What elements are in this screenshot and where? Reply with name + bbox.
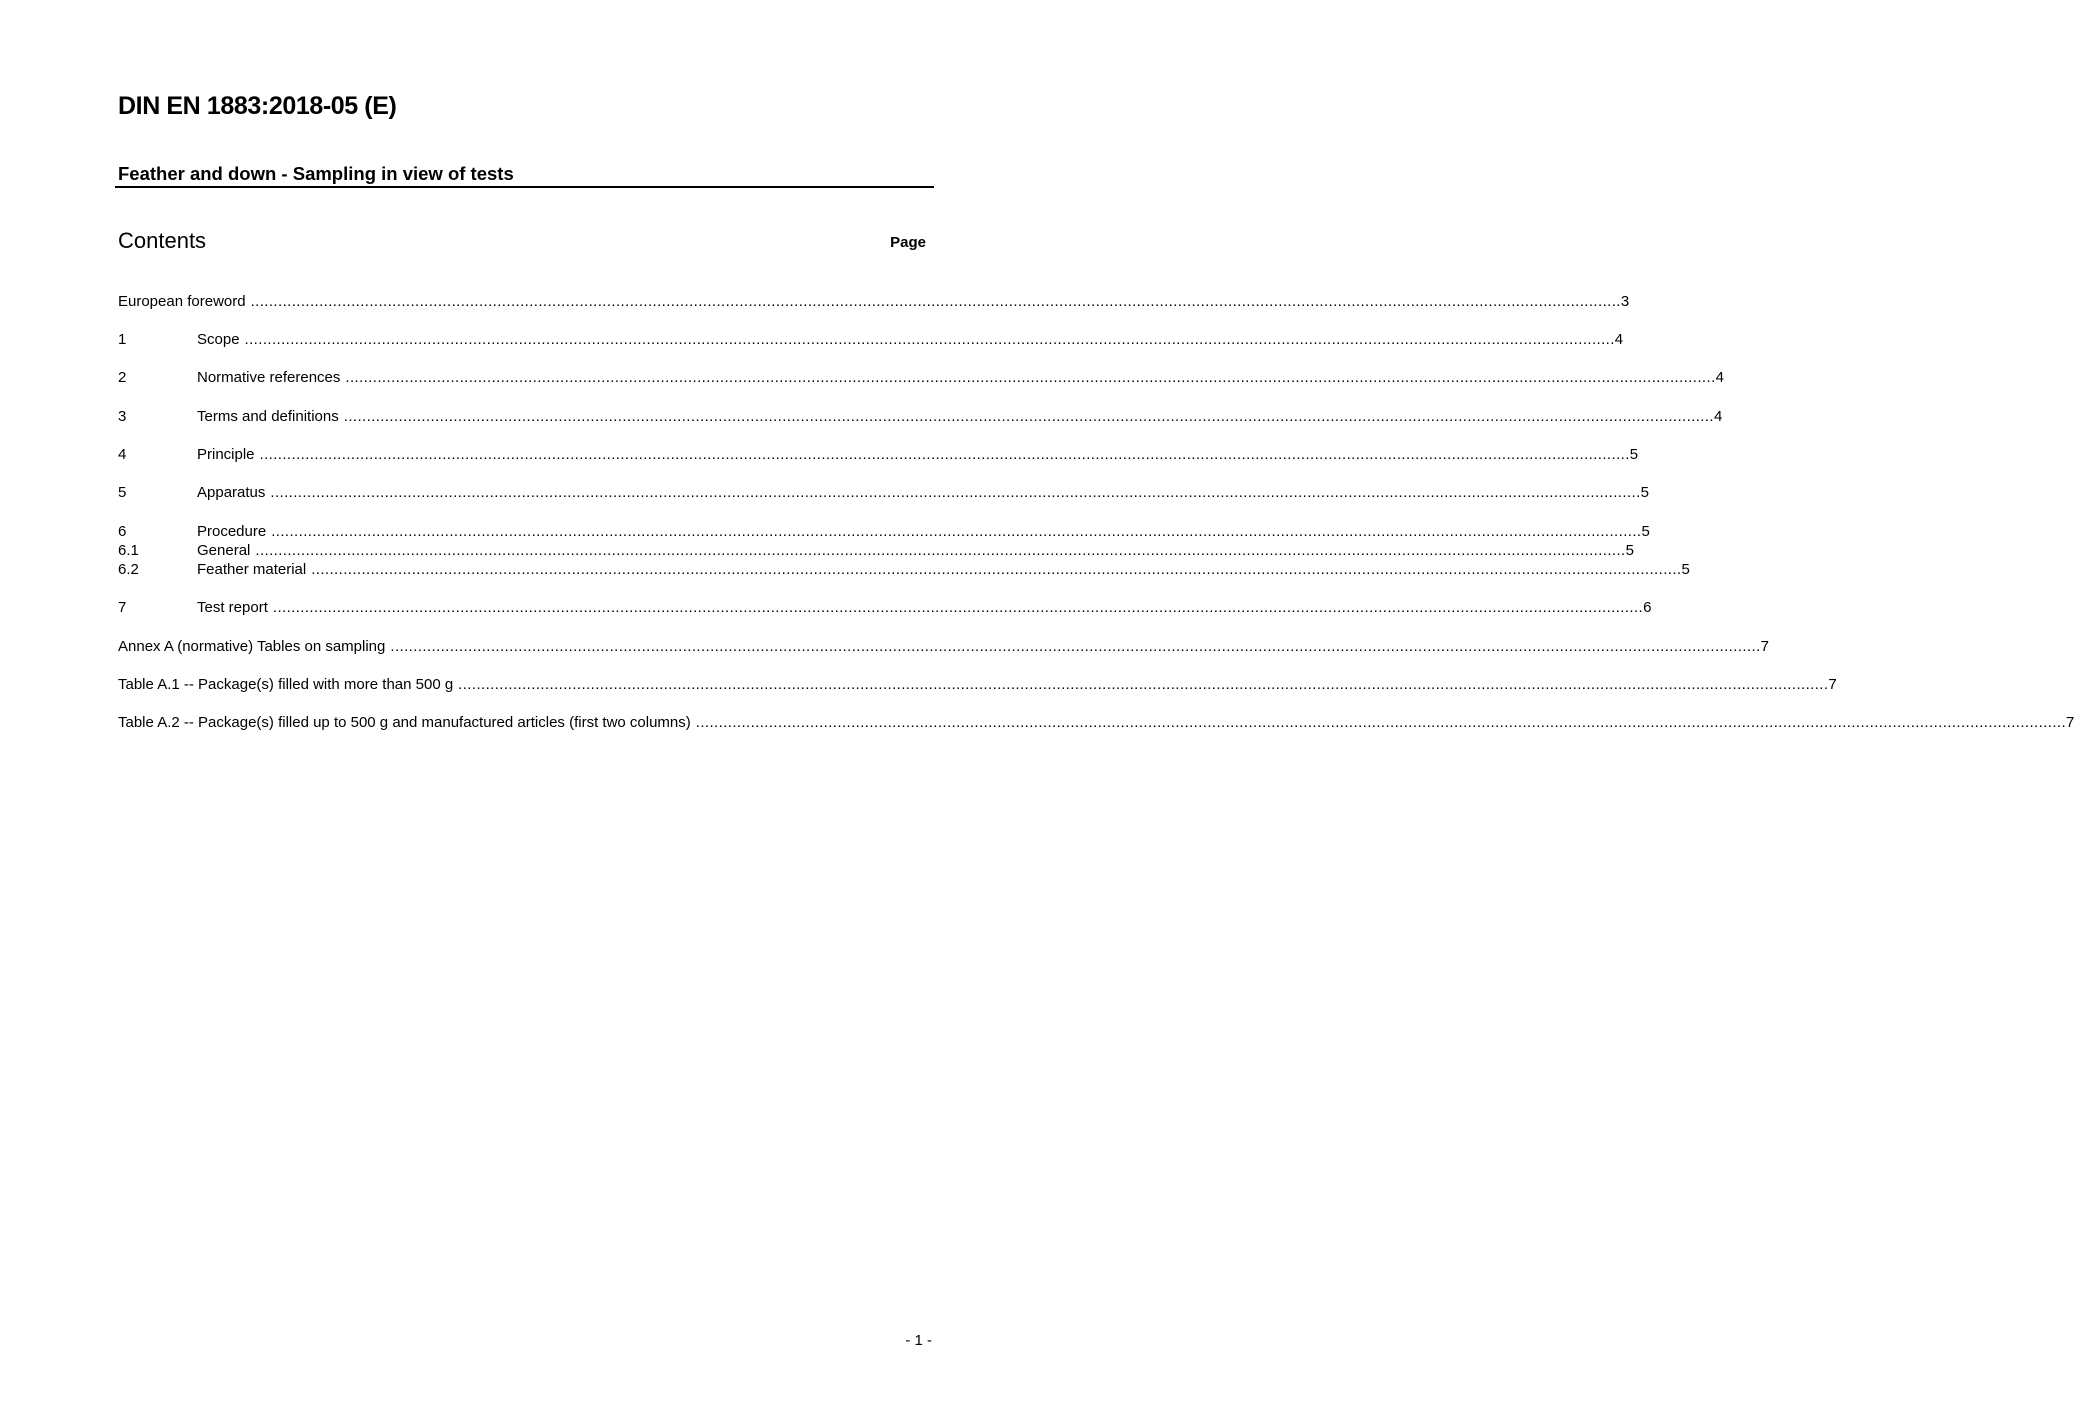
toc-entry-page: 5 bbox=[1625, 542, 1634, 559]
contents-heading: Contents bbox=[118, 228, 207, 253]
toc-entry-apparatus[interactable] bbox=[118, 483, 1649, 503]
toc-entry-title: Feather material bbox=[197, 561, 307, 578]
document-id: DIN EN 1883:2018-05 (E) bbox=[118, 92, 397, 120]
toc-entry-title: General bbox=[197, 542, 251, 559]
toc-entry-title: Apparatus bbox=[197, 484, 266, 501]
toc-entry-number: 4 bbox=[118, 446, 127, 463]
toc-entry-annex-a[interactable] bbox=[118, 637, 1769, 657]
toc-entry-page: 3 bbox=[1620, 293, 1630, 310]
toc-leader-dots: ............................................................................................................................................................................................................................................................................................................ bbox=[271, 523, 1642, 540]
toc-leader-dots: ............................................................................................................................................................................................................................................................................................................ bbox=[272, 599, 1644, 616]
toc-entry-page: 7 bbox=[1828, 676, 1837, 693]
toc-leader-dots: ............................................................................................................................................................................................................................................................................................................ bbox=[259, 446, 1630, 463]
toc-entry-number: 7 bbox=[118, 599, 127, 616]
toc-entry-page: 6 bbox=[1643, 599, 1652, 616]
toc-leader-dots: ............................................................................................................................................................................................................................................................................................................ bbox=[458, 676, 1829, 693]
toc-entry-number: 5 bbox=[118, 484, 127, 501]
toc-entry-table-a1[interactable] bbox=[118, 675, 1837, 695]
toc-entry-page: 4 bbox=[1714, 408, 1723, 425]
toc-entry-number: 1 bbox=[118, 331, 127, 348]
toc-leader-dots: ............................................................................................................................................................................................................................................................................................................ bbox=[250, 293, 1621, 310]
toc-entry-page: 5 bbox=[1641, 523, 1650, 540]
title-divider bbox=[115, 186, 934, 188]
toc-leader-dots: ............................................................................................................................................................................................................................................................................................................ bbox=[270, 484, 1641, 501]
toc-leader-dots: ............................................................................................................................................................................................................................................................................................................ bbox=[390, 638, 1761, 655]
toc-entry-title: Normative references bbox=[197, 369, 341, 386]
toc-entry-page: 7 bbox=[1760, 638, 1769, 655]
toc-entry-title: Test report bbox=[197, 599, 268, 616]
toc-entry-title: Terms and definitions bbox=[197, 408, 339, 425]
toc-leader-dots: ............................................................................................................................................................................................................................................................................................................ bbox=[244, 331, 1615, 348]
toc-entry-title: Principle bbox=[197, 446, 255, 463]
toc-leader-dots: ............................................................................................................................................................................................................................................................................................................ bbox=[345, 369, 1716, 386]
toc-entry-page: 4 bbox=[1715, 369, 1724, 386]
toc-entry-title: European foreword bbox=[118, 293, 246, 310]
toc-entry-scope[interactable] bbox=[118, 330, 1624, 350]
toc-entry-title: Table A.1 -- Package(s) filled with more than 500 g bbox=[118, 676, 454, 693]
toc-entry-number: 3 bbox=[118, 408, 127, 425]
toc-entry-terms-and-definitions[interactable] bbox=[118, 407, 1723, 427]
toc-entry-number: 6.2 bbox=[118, 561, 139, 578]
toc-entry-title: Table A.2 -- Package(s) filled up to 500 g and manufactured articles (first two columns) bbox=[118, 714, 691, 731]
document-subtitle: Feather and down - Sampling in view of tests bbox=[118, 163, 514, 184]
toc-leader-dots: ............................................................................................................................................................................................................................................................................................................ bbox=[343, 408, 1714, 425]
toc-entry-page: 5 bbox=[1681, 561, 1690, 578]
toc-entry-page: 4 bbox=[1614, 331, 1624, 348]
toc-entry-number: 6 bbox=[118, 523, 127, 540]
toc-entry-normative-references[interactable] bbox=[118, 368, 1724, 388]
toc-entry-title: Annex A (normative) Tables on sampling bbox=[118, 638, 386, 655]
page-number: - 1 - bbox=[905, 1332, 932, 1349]
toc-leader-dots: ............................................................................................................................................................................................................................................................................................................ bbox=[311, 561, 1682, 578]
toc-entry-test-report[interactable] bbox=[118, 598, 1652, 618]
toc-entry-number: 6.1 bbox=[118, 542, 139, 559]
toc-entry-general[interactable] bbox=[118, 541, 1634, 561]
toc-entry-european-foreword[interactable] bbox=[118, 292, 1630, 312]
toc-entry-title: Scope bbox=[197, 331, 240, 348]
toc-entry-page: 5 bbox=[1629, 446, 1639, 463]
toc-entry-principle[interactable] bbox=[118, 445, 1639, 465]
toc-entry-title: Procedure bbox=[197, 523, 267, 540]
toc-entry-procedure[interactable] bbox=[118, 522, 1650, 542]
toc-entry-table-a2[interactable] bbox=[118, 713, 2074, 733]
toc-leader-dots: ............................................................................................................................................................................................................................................................................................................ bbox=[695, 714, 2067, 731]
toc-entry-page: 7 bbox=[2066, 714, 2074, 731]
toc-entry-number: 2 bbox=[118, 369, 127, 386]
toc-leader-dots: ............................................................................................................................................................................................................................................................................................................ bbox=[255, 542, 1626, 559]
toc-entry-page: 5 bbox=[1640, 484, 1649, 501]
toc-entry-feather-material[interactable] bbox=[118, 560, 1690, 580]
page-column-label: Page bbox=[890, 234, 926, 251]
